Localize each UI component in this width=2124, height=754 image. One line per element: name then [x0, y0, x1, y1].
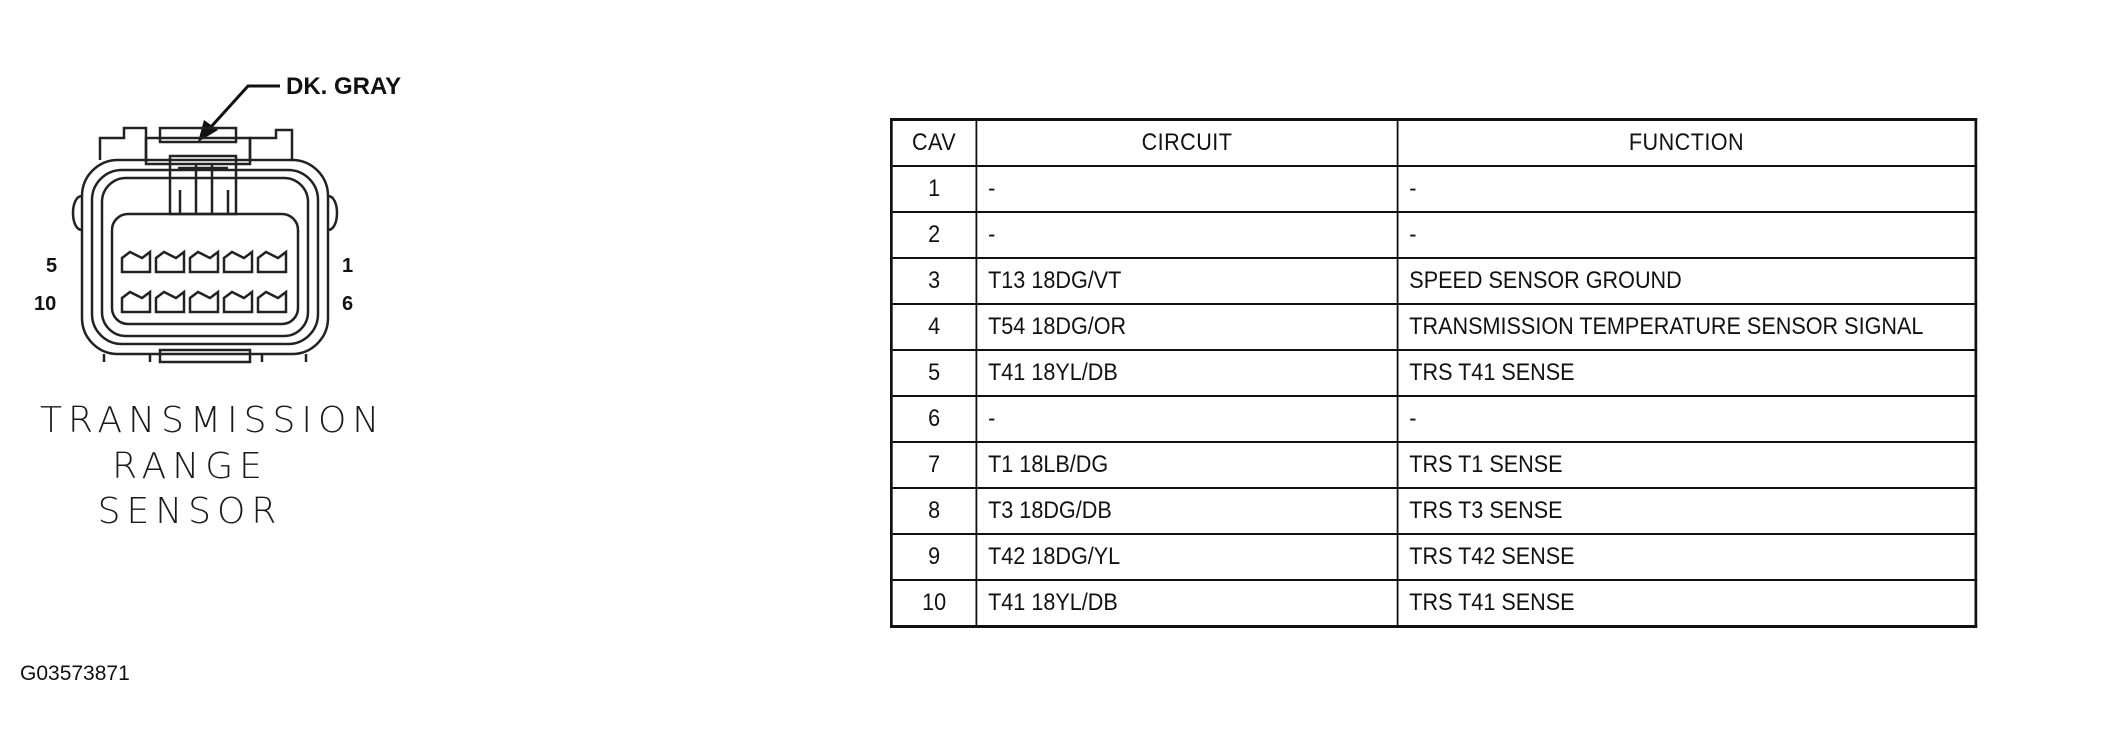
- circuit-cell: T42 18DG/YL: [976, 534, 1397, 580]
- pin-label-top-left: 5: [46, 255, 58, 277]
- sensor-name-line: RANGE: [112, 445, 268, 487]
- cavity: [224, 292, 252, 312]
- cav-cell: 2: [891, 212, 976, 258]
- figure-id: G03573871: [20, 662, 130, 685]
- cavity-row-top: [122, 252, 286, 272]
- cav-cell: 6: [891, 396, 976, 442]
- cavity: [258, 252, 286, 272]
- cav-cell: 9: [891, 534, 976, 580]
- function-cell: TRANSMISSION TEMPERATURE SENSOR SIGNAL: [1398, 304, 1976, 350]
- function-cell: SPEED SENSOR GROUND: [1398, 258, 1976, 304]
- cav-cell: 3: [891, 258, 976, 304]
- circuit-cell: T41 18YL/DB: [976, 580, 1397, 627]
- header-cav: CAV: [891, 120, 976, 167]
- circuit-cell: T3 18DG/DB: [976, 488, 1397, 534]
- circuit-cell: T54 18DG/OR: [976, 304, 1397, 350]
- table-row: [891, 580, 1976, 627]
- cavity-row-bottom: [122, 292, 286, 312]
- circuit-cell: T1 18LB/DG: [976, 442, 1397, 488]
- cavity: [190, 292, 218, 312]
- color-callout-label: DK. GRAY: [286, 73, 402, 100]
- connector-illustration: [0, 0, 420, 400]
- cavity: [190, 252, 218, 272]
- circuit-cell: -: [976, 166, 1397, 212]
- table-row: [891, 396, 1976, 442]
- connector-housing: [73, 160, 337, 362]
- cavity: [258, 292, 286, 312]
- circuit-cell: T41 18YL/DB: [976, 350, 1397, 396]
- cav-cell: 10: [891, 580, 976, 627]
- function-cell: TRS T41 SENSE: [1398, 350, 1976, 396]
- circuit-cell: T13 18DG/VT: [976, 258, 1397, 304]
- cav-cell: 1: [891, 166, 976, 212]
- circuit-cell: -: [976, 212, 1397, 258]
- cavity: [224, 252, 252, 272]
- function-cell: TRS T3 SENSE: [1398, 488, 1976, 534]
- header-circuit: CIRCUIT: [976, 120, 1397, 167]
- function-cell: -: [1398, 166, 1976, 212]
- table-header-row: [891, 120, 1976, 167]
- table-row: [891, 442, 1976, 488]
- cavity: [156, 292, 184, 312]
- table-row: [891, 534, 1976, 580]
- sensor-name: [40, 398, 386, 535]
- table-row: [891, 488, 1976, 534]
- cavity: [122, 292, 150, 312]
- pin-label-bottom-left: 10: [34, 293, 57, 315]
- table-row: [891, 258, 1976, 304]
- cav-cell: 4: [891, 304, 976, 350]
- table-row: [891, 166, 1976, 212]
- sensor-name-line: TRANSMISSION: [40, 400, 386, 441]
- function-cell: -: [1398, 396, 1976, 442]
- header-function: FUNCTION: [1398, 120, 1976, 167]
- cav-cell: 5: [891, 350, 976, 396]
- cavity: [122, 252, 150, 272]
- pin-label-top-right: 1: [342, 255, 354, 277]
- table-row: [891, 212, 1976, 258]
- table-row: [891, 350, 1976, 396]
- function-cell: -: [1398, 212, 1976, 258]
- callout-leader-line: [210, 86, 280, 128]
- function-cell: TRS T41 SENSE: [1398, 580, 1976, 627]
- function-cell: TRS T1 SENSE: [1398, 442, 1976, 488]
- table-row: [891, 304, 1976, 350]
- sensor-name-line: SENSOR: [97, 491, 283, 533]
- cav-cell: 7: [891, 442, 976, 488]
- pinout-table: [890, 118, 1977, 628]
- circuit-cell: -: [976, 396, 1397, 442]
- cavity: [156, 252, 184, 272]
- function-cell: TRS T42 SENSE: [1398, 534, 1976, 580]
- cav-cell: 8: [891, 488, 976, 534]
- pin-label-bottom-right: 6: [342, 293, 354, 315]
